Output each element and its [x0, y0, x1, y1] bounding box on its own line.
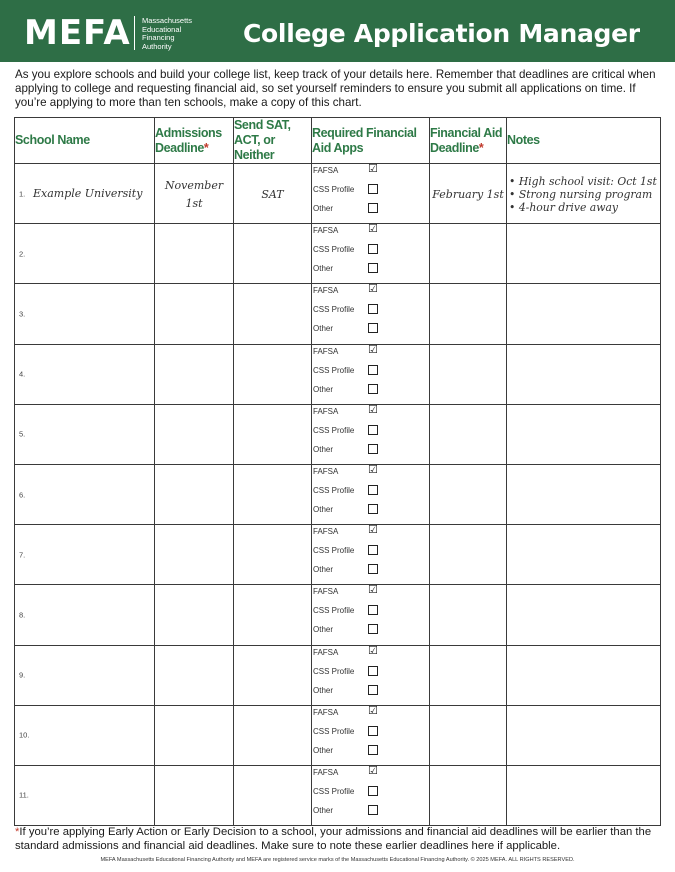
row-number: 10. — [19, 730, 30, 740]
financial-aid-deadline-cell[interactable] — [430, 645, 507, 705]
fafsa-label: FAFSA — [313, 527, 339, 537]
financial-aid-deadline-cell[interactable] — [430, 525, 507, 585]
send-scores-cell[interactable] — [234, 344, 312, 404]
required-aid-cell — [312, 705, 430, 765]
header-notes — [507, 118, 661, 164]
table-row — [15, 164, 661, 224]
logo-subtitle-line: Educational — [142, 24, 182, 34]
send-scores-cell[interactable] — [234, 464, 312, 524]
fafsa-checkbox[interactable]: ☑ — [368, 462, 378, 476]
css-profile-checkbox[interactable] — [368, 184, 378, 194]
asterisk: * — [203, 140, 209, 155]
other-checkbox[interactable] — [368, 504, 378, 514]
school-name-cell[interactable] — [15, 164, 155, 224]
css-profile-checkbox[interactable] — [368, 485, 378, 495]
notes-cell[interactable] — [507, 284, 661, 344]
asterisk: * — [478, 140, 484, 155]
admissions-deadline-cell[interactable] — [155, 164, 234, 224]
notes-cell[interactable] — [507, 645, 661, 705]
css-profile-label: CSS Profile — [313, 305, 355, 315]
notes-cell[interactable] — [507, 765, 661, 825]
row-number: 8. — [19, 610, 26, 620]
fafsa-label: FAFSA — [313, 346, 339, 356]
notes-cell[interactable] — [507, 404, 661, 464]
other-label: Other — [313, 324, 334, 334]
legal-notice: MEFA Massachusetts Educational Financing Authority and MEFA are registered service marks of the Massachusetts Educational Financing Authority. © 2025 MEFA. ALL RIGHTS RESERVED. — [100, 857, 575, 863]
row-number: 1. — [19, 189, 26, 199]
required-aid-cell — [312, 765, 430, 825]
other-label: Other — [313, 745, 334, 755]
fafsa-label: FAFSA — [313, 406, 339, 416]
header-label: Send SAT, ACT, or Neither — [234, 118, 291, 162]
send-scores-cell[interactable] — [234, 705, 312, 765]
send-scores-cell[interactable] — [234, 224, 312, 284]
row-number: 7. — [19, 550, 26, 560]
notes-cell[interactable] — [507, 705, 661, 765]
admissions-deadline-value: November 1st — [164, 178, 224, 210]
send-scores-cell[interactable] — [234, 525, 312, 585]
logo-subtitle-line: Massachusetts — [142, 16, 193, 25]
other-label: Other — [313, 805, 334, 815]
header-label: Required Financial Aid Apps — [312, 125, 417, 155]
required-aid-cell — [312, 525, 430, 585]
css-profile-label: CSS Profile — [313, 425, 355, 435]
school-name-cell[interactable] — [15, 404, 155, 464]
other-checkbox[interactable] — [368, 685, 378, 695]
footnote-text: If you’re applying Early Action or Early Decision to a school, your admissions and financial aid deadlines will be earlier than the standard admissions and financial aid deadlines. Make sure to note these earlier deadlines here if applicable. — [15, 826, 652, 852]
other-label: Other — [313, 625, 334, 635]
row-number: 2. — [19, 249, 26, 259]
header-school-name — [15, 118, 155, 164]
table-row — [15, 404, 661, 464]
row-number: 5. — [19, 429, 26, 439]
css-profile-checkbox[interactable] — [368, 425, 378, 435]
table-row — [15, 765, 661, 825]
financial-aid-deadline-cell[interactable] — [430, 404, 507, 464]
fafsa-label: FAFSA — [313, 166, 339, 175]
table-row — [15, 344, 661, 404]
mefa-logo: MEFA — [24, 13, 131, 53]
financial-aid-deadline-cell[interactable] — [430, 164, 507, 224]
logo-divider — [134, 16, 135, 50]
fafsa-label: FAFSA — [313, 707, 339, 717]
admissions-deadline-cell[interactable] — [155, 645, 234, 705]
fafsa-checkbox[interactable]: ☑ — [368, 402, 378, 416]
other-label: Other — [313, 685, 334, 695]
table-row — [15, 284, 661, 344]
school-name-cell[interactable] — [15, 464, 155, 524]
financial-aid-deadline-cell[interactable] — [430, 765, 507, 825]
financial-aid-deadline-cell[interactable] — [430, 464, 507, 524]
required-aid-cell — [312, 224, 430, 284]
other-checkbox[interactable] — [368, 444, 378, 454]
css-profile-label: CSS Profile — [313, 606, 355, 616]
fafsa-checkbox[interactable]: ☑ — [368, 523, 378, 537]
send-scores-cell[interactable] — [234, 164, 312, 224]
send-scores-cell[interactable] — [234, 645, 312, 705]
note-item: • Strong nursing program — [509, 188, 660, 201]
fafsa-checkbox[interactable]: ☑ — [368, 583, 378, 597]
css-profile-checkbox[interactable] — [368, 545, 378, 555]
header-label: Financial Aid Deadline — [430, 125, 503, 155]
other-label: Other — [313, 504, 334, 514]
required-aid-cell — [312, 344, 430, 404]
css-profile-label: CSS Profile — [313, 786, 355, 796]
fafsa-checkbox[interactable]: ☑ — [368, 342, 378, 356]
fafsa-label: FAFSA — [313, 226, 339, 236]
header-admissions-deadline — [155, 118, 234, 164]
required-aid-cell — [312, 585, 430, 645]
other-checkbox[interactable] — [368, 384, 378, 394]
notes-cell[interactable] — [507, 344, 661, 404]
header-label: School Name — [15, 133, 90, 147]
financial-aid-deadline-cell[interactable] — [430, 585, 507, 645]
notes-cell[interactable] — [507, 525, 661, 585]
fafsa-checkbox[interactable]: ☑ — [368, 282, 378, 296]
row-number: 4. — [19, 369, 26, 379]
css-profile-label: CSS Profile — [313, 185, 355, 194]
admissions-deadline-cell[interactable] — [155, 404, 234, 464]
required-aid-cell — [312, 284, 430, 344]
table-row — [15, 224, 661, 284]
row-number: 6. — [19, 490, 26, 500]
fafsa-label: FAFSA — [313, 767, 339, 777]
logo-subtitle — [142, 17, 212, 51]
row-number: 3. — [19, 309, 26, 319]
other-checkbox[interactable] — [368, 564, 378, 574]
financial-aid-deadline-cell[interactable] — [430, 224, 507, 284]
logo-subtitle-line: Authority — [142, 41, 172, 51]
send-scores-value: SAT — [261, 187, 284, 201]
header-banner — [0, 0, 675, 62]
css-profile-label: CSS Profile — [313, 485, 355, 495]
financial-aid-deadline-value: February 1st — [432, 187, 504, 201]
css-profile-checkbox[interactable] — [368, 605, 378, 615]
css-profile-checkbox[interactable] — [368, 786, 378, 796]
row-number: 9. — [19, 670, 26, 680]
notes-cell[interactable] — [507, 464, 661, 524]
other-label: Other — [313, 384, 334, 394]
other-checkbox[interactable] — [368, 323, 378, 333]
school-name-cell[interactable] — [15, 525, 155, 585]
school-name-cell[interactable] — [15, 224, 155, 284]
css-profile-label: CSS Profile — [313, 365, 355, 375]
other-checkbox[interactable] — [368, 805, 378, 815]
school-name-cell[interactable] — [15, 705, 155, 765]
header-required-aid-apps — [312, 118, 430, 164]
fafsa-checkbox[interactable]: ☑ — [368, 703, 378, 717]
required-aid-cell — [312, 645, 430, 705]
asterisk: * — [15, 826, 20, 838]
admissions-deadline-cell[interactable] — [155, 585, 234, 645]
school-name-cell[interactable] — [15, 765, 155, 825]
fafsa-checkbox[interactable]: ☑ — [368, 643, 378, 657]
fafsa-label: FAFSA — [313, 466, 339, 476]
fafsa-checkbox[interactable]: ☑ — [368, 763, 378, 777]
required-aid-cell — [312, 464, 430, 524]
css-profile-checkbox[interactable] — [368, 726, 378, 736]
footnote — [15, 825, 665, 853]
school-name-cell[interactable] — [15, 284, 155, 344]
table-row — [15, 585, 661, 645]
table-row — [15, 645, 661, 705]
school-name-cell[interactable] — [15, 645, 155, 705]
financial-aid-deadline-cell[interactable] — [430, 705, 507, 765]
send-scores-cell[interactable] — [234, 284, 312, 344]
intro-paragraph: As you explore schools and build your college list, keep track of your details here. Remember that deadlines are critical when applying to college and requesting financial aid, so set yourself reminders to ensure you submit all applications on time. If you’re applying to more than ten schools, make a copy of this chart. — [15, 68, 656, 109]
fafsa-label: FAFSA — [313, 286, 339, 296]
css-profile-checkbox[interactable] — [368, 244, 378, 254]
fafsa-checkbox[interactable]: ☑ — [368, 222, 378, 236]
header-label: Admissions Deadline — [155, 125, 222, 155]
required-aid-cell — [312, 164, 430, 224]
other-label: Other — [313, 565, 334, 575]
page-title: College Application Manager — [243, 19, 640, 48]
css-profile-checkbox[interactable] — [368, 365, 378, 375]
school-name-value: Example University — [33, 186, 143, 200]
css-profile-label: CSS Profile — [313, 726, 355, 736]
css-profile-checkbox[interactable] — [368, 304, 378, 314]
notes-cell[interactable] — [507, 164, 661, 224]
logo-subtitle-line: Financing — [142, 33, 175, 42]
other-checkbox[interactable] — [368, 745, 378, 755]
school-name-cell[interactable] — [15, 585, 155, 645]
other-checkbox[interactable] — [368, 263, 378, 273]
notes-cell[interactable] — [507, 585, 661, 645]
financial-aid-deadline-cell[interactable] — [430, 344, 507, 404]
admissions-deadline-cell[interactable] — [155, 765, 234, 825]
other-label: Other — [313, 204, 334, 213]
note-item: • 4-hour drive away — [509, 201, 660, 214]
admissions-deadline-cell[interactable] — [155, 344, 234, 404]
fafsa-label: FAFSA — [313, 647, 339, 657]
admissions-deadline-cell[interactable] — [155, 525, 234, 585]
header-financial-aid-deadline — [430, 118, 507, 164]
required-aid-cell — [312, 404, 430, 464]
send-scores-cell[interactable] — [234, 765, 312, 825]
table-row — [15, 705, 661, 765]
admissions-deadline-cell[interactable] — [155, 705, 234, 765]
admissions-deadline-cell[interactable] — [155, 224, 234, 284]
admissions-deadline-cell[interactable] — [155, 284, 234, 344]
css-profile-label: CSS Profile — [313, 245, 355, 255]
css-profile-checkbox[interactable] — [368, 666, 378, 676]
send-scores-cell[interactable] — [234, 404, 312, 464]
send-scores-cell[interactable] — [234, 585, 312, 645]
note-item: • High school visit: Oct 1st — [509, 175, 660, 188]
css-profile-label: CSS Profile — [313, 546, 355, 556]
other-checkbox[interactable] — [368, 624, 378, 634]
table-row — [15, 464, 661, 524]
notes-cell[interactable] — [507, 224, 661, 284]
header-send-scores — [234, 118, 312, 164]
other-label: Other — [313, 264, 334, 274]
financial-aid-deadline-cell[interactable] — [430, 284, 507, 344]
other-label: Other — [313, 444, 334, 454]
table-row — [15, 525, 661, 585]
application-table — [14, 117, 661, 826]
other-checkbox[interactable] — [368, 203, 378, 213]
school-name-cell[interactable] — [15, 344, 155, 404]
admissions-deadline-cell[interactable] — [155, 464, 234, 524]
css-profile-label: CSS Profile — [313, 666, 355, 676]
header-label: Notes — [507, 133, 540, 147]
row-number: 11. — [19, 790, 29, 800]
notes-list — [509, 175, 660, 214]
fafsa-checkbox[interactable]: ☑ — [368, 162, 378, 175]
fafsa-label: FAFSA — [313, 587, 339, 597]
